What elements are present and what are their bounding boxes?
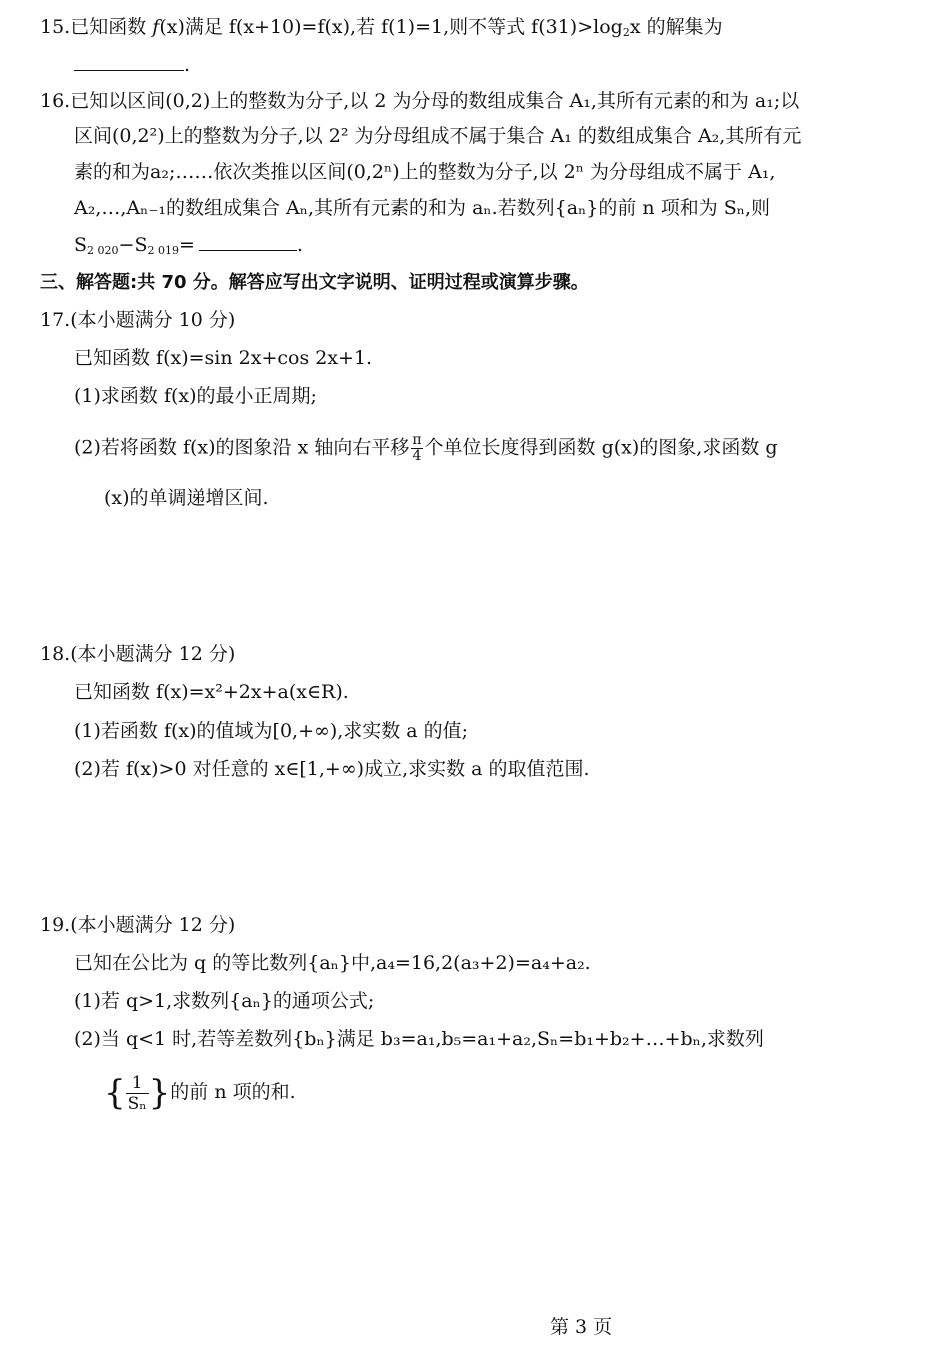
right-brace: } — [148, 1073, 171, 1113]
answer-blank — [74, 52, 184, 71]
question-16-line-4: A₂,…,Aₙ₋₁的数组成集合 Aₙ,其所有元素的和为 aₙ.若数列{aₙ}的前 n 项和为 Sₙ,则 — [74, 197, 771, 219]
question-16-line-1: 16.已知以区间(0,2)上的整数为分子,以 2 为分母的数组成集合 A₁,其所有元素的和为 a₁;以 — [40, 90, 800, 112]
question-17-stem: 已知函数 f(x)=sin 2x+cos 2x+1. — [74, 347, 373, 369]
question-17-heading: 17.(本小题满分 10 分) — [40, 309, 236, 331]
left-brace: { — [104, 1073, 126, 1113]
question-17-part-1: (1)求函数 f(x)的最小正周期; — [74, 385, 317, 407]
question-18-part-1: (1)若函数 f(x)的值域为[0,+∞),求实数 a 的值; — [74, 720, 469, 742]
question-17-part-2: (2)若将函数 f(x)的图象沿 x 轴向右平移 $\frac{\pi}{4}$ 个单位长度得到函数 g(x)的图象,求函数 g — [74, 432, 778, 464]
question-18-heading: 18.(本小题满分 12 分) — [40, 643, 236, 665]
question-18-stem: 已知函数 f(x)=x²+2x+a(x∈R). — [74, 681, 349, 703]
question-18-part-2: (2)若 f(x)>0 对任意的 x∈[1,+∞)成立,求实数 a 的取值范围. — [74, 758, 590, 780]
question-15-answer-blank: . — [74, 52, 190, 78]
fraction-pi-over-4: $\frac{\pi}{4}$ — [412, 432, 422, 464]
question-19-part-1: (1)若 q>1,求数列{aₙ}的通项公式; — [74, 990, 375, 1012]
question-15-line-1: 15.已知函数 f(x)满足 f(x+10)=f(x),若 f(1)=1,则不等式 $f(31)>\log_2x$ 的解集为 — [40, 16, 723, 39]
question-19-heading: 19.(本小题满分 12 分) — [40, 914, 236, 936]
question-19-stem: 已知在公比为 q 的等比数列{aₙ}中,a₄=16,2(a₃+2)=a₄+a₂. — [74, 952, 591, 974]
question-16-line-3: 素的和为a₂;……依次类推以区间(0,2ⁿ)上的整数为分子,以 2ⁿ 为分母组成不属于 A₁, — [74, 161, 776, 183]
section-3-heading: 三、解答题:共 70 分。解答应写出文字说明、证明过程或演算步骤。 — [40, 272, 589, 293]
question-16-line-2: 区间(0,2²)上的整数为分子,以 2² 为分母组成不属于集合 A₁ 的数组成集合 A₂,其所有元 — [74, 125, 802, 147]
question-17-part-2-continued: (x)的单调递增区间. — [104, 487, 269, 509]
answer-blank — [199, 232, 297, 251]
question-19-part-2: (2)当 q<1 时,若等差数列{bₙ}满足 b₃=a₁,b₅=a₁+a₂,Sₙ=b₁+b₂+…+bₙ,求数列 — [74, 1028, 764, 1050]
fraction-1-over-sn: $\frac{1}{\text{Sₙ}}$ — [127, 1072, 147, 1114]
question-16-line-5: $S_{2 020}-S_{2 019}=$ . — [74, 234, 303, 257]
question-19-part-2-continued: { $\frac{1}{\text{Sₙ}}$ }的前 n 项的和. — [104, 1072, 296, 1114]
page-number: 第 3 页 — [550, 1316, 613, 1338]
